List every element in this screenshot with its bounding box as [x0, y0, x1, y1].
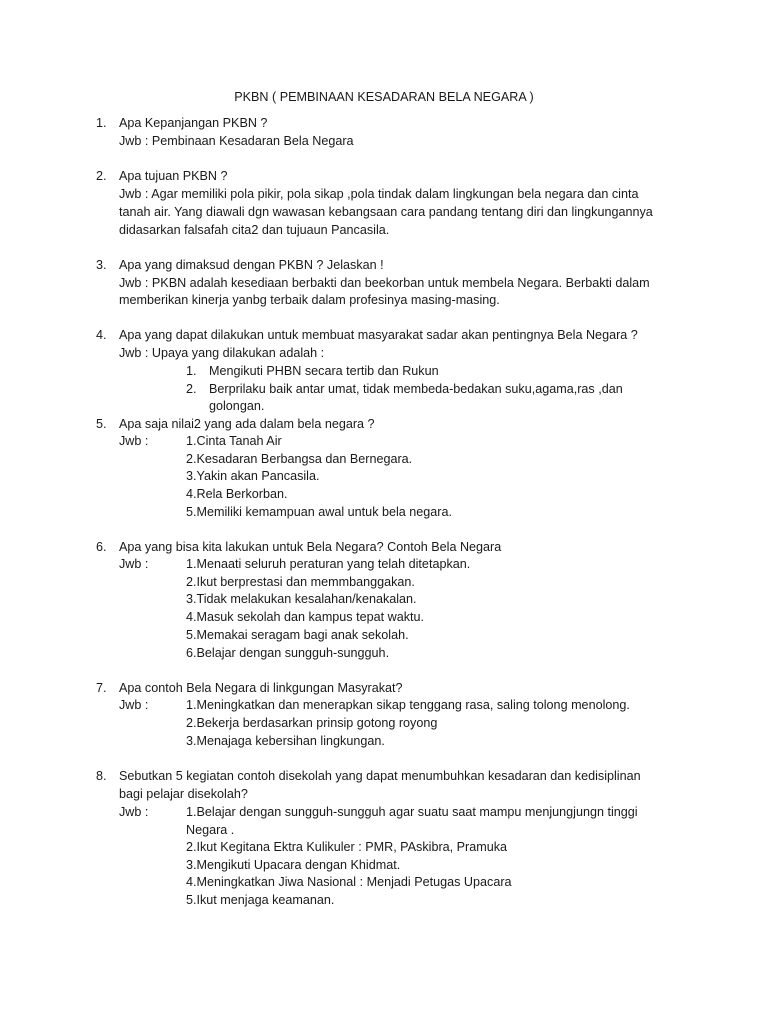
sub-item-number: 2.	[186, 382, 197, 396]
question-text: bagi pelajar disekolah?	[119, 787, 248, 801]
question-number: 5.	[96, 417, 107, 431]
question-number: 3.	[96, 258, 107, 272]
answer-item: 4.Masuk sekolah dan kampus tepat waktu.	[186, 610, 425, 624]
answer-text: Jwb : Agar memiliki pola pikir, pola sikap ,pola tindak dalam lingkungan bela negara dan cinta	[119, 187, 639, 201]
answer-item: 4.Meningkatkan Jiwa Nasional : Menjadi Petugas Upacara	[186, 875, 512, 889]
sub-item-text: golongan.	[209, 399, 265, 413]
question-text: Apa tujuan PKBN ?	[119, 169, 228, 183]
answer-text: memberikan kinerja yanbg terbaik dalam profesinya masing-masing.	[119, 293, 500, 307]
answer-item: 3.Yakin akan Pancasila.	[186, 469, 320, 483]
answer-item: 5.Ikut menjaga keamanan.	[186, 893, 335, 907]
answer-item: 5.Memiliki kemampuan awal untuk bela negara.	[186, 505, 453, 519]
question-text: Apa yang dimaksud dengan PKBN ? Jelaskan !	[119, 258, 384, 272]
question-number: 2.	[96, 169, 107, 183]
answer-item: Negara .	[186, 823, 235, 837]
answer-item: 5.Memakai seragam bagi anak sekolah.	[186, 628, 409, 642]
question-text: Apa saja nilai2 yang ada dalam bela negara ?	[119, 417, 375, 431]
jwb-label: Jwb :	[119, 434, 149, 448]
answer-item: 1.Cinta Tanah Air	[186, 434, 282, 448]
question-text: Apa yang bisa kita lakukan untuk Bela Negara? Contoh Bela Negara	[119, 540, 502, 554]
answer-text: Jwb : PKBN adalah kesediaan berbakti dan beekorban untuk membela Negara. Berbakti dalam	[119, 276, 650, 290]
answer-item: 2.Bekerja berdasarkan prinsip gotong royong	[186, 716, 438, 730]
answer-item: 3.Mengikuti Upacara dengan Khidmat.	[186, 858, 401, 872]
answer-item: 3.Tidak melakukan kesalahan/kenakalan.	[186, 592, 417, 606]
jwb-label: Jwb :	[119, 557, 149, 571]
document-title: PKBN ( PEMBINAAN KESADARAN BELA NEGARA )	[234, 90, 534, 104]
question-text: Apa Kepanjangan PKBN ?	[119, 116, 268, 130]
answer-item: 1.Meningkatkan dan menerapkan sikap tenggang rasa, saling tolong menolong.	[186, 698, 630, 712]
answer-item: 2.Ikut berprestasi dan memmbanggakan.	[186, 575, 415, 589]
question-text: Apa contoh Bela Negara di linkgungan Masyrakat?	[119, 681, 403, 695]
question-text: Sebutkan 5 kegiatan contoh disekolah yang dapat menumbuhkan kesadaran dan kedisiplinan	[119, 769, 641, 783]
sub-item-number: 1.	[186, 364, 197, 378]
question-number: 7.	[96, 681, 107, 695]
answer-item: 6.Belajar dengan sungguh-sungguh.	[186, 646, 390, 660]
question-number: 1.	[96, 116, 107, 130]
answer-item: 4.Rela Berkorban.	[186, 487, 288, 501]
jwb-label: Jwb :	[119, 805, 149, 819]
question-number: 4.	[96, 328, 107, 342]
answer-item: 3.Menajaga kebersihan lingkungan.	[186, 734, 385, 748]
answer-intro: Jwb : Upaya yang dilakukan adalah :	[119, 346, 325, 360]
answer-item: 1.Menaati seluruh peraturan yang telah ditetapkan.	[186, 557, 471, 571]
sub-item-text: Mengikuti PHBN secara tertib dan Rukun	[209, 364, 439, 378]
answer-item: 2.Kesadaran Berbangsa dan Bernegara.	[186, 452, 413, 466]
answer-text: didasarkan falsafah cita2 dan tujuaun Pancasila.	[119, 223, 390, 237]
answer-text: Jwb : Pembinaan Kesadaran Bela Negara	[119, 134, 354, 148]
answer-text: tanah air. Yang diawali dgn wawasan kebangsaan cara pandang tentang diri dan lingkungannya	[119, 205, 653, 219]
jwb-label: Jwb :	[119, 698, 149, 712]
answer-item: 1.Belajar dengan sungguh-sungguh agar suatu saat mampu menjungjungn tinggi	[186, 805, 638, 819]
question-text: Apa yang dapat dilakukan untuk membuat masyarakat sadar akan pentingnya Bela Negara ?	[119, 328, 638, 342]
question-number: 8.	[96, 769, 107, 783]
sub-item-text: Berprilaku baik antar umat, tidak membeda-bedakan suku,agama,ras ,dan	[209, 382, 623, 396]
question-number: 6.	[96, 540, 107, 554]
answer-item: 2.Ikut Kegitana Ektra Kulikuler : PMR, PAskibra, Pramuka	[186, 840, 508, 854]
